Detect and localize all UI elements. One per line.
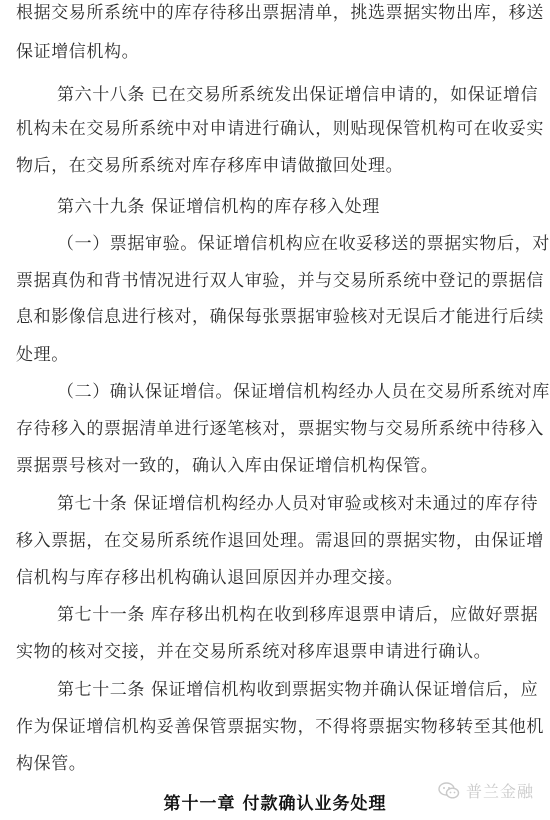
text-line: 息和影像信息进行核对，确保每张票据审验核对无误后才能进行后续 bbox=[16, 307, 544, 327]
text-line: 第七十一条 库存移出机构在收到移库退票申请后，应做好票据 bbox=[57, 605, 539, 625]
text-line: 机构未在交易所系统中对申请进行确认，则贴现保管机构可在收妥实 bbox=[16, 119, 544, 139]
watermark-text: 普兰金融 bbox=[465, 782, 534, 801]
wechat-icon bbox=[438, 782, 460, 800]
text-line: 作为保证增信机构妥善保管票据实物，不得将票据实物移转至其他机 bbox=[16, 717, 544, 737]
text-line: 第七十条 保证增信机构经办人员对审验或核对未通过的库存待 bbox=[57, 494, 539, 514]
text-line: 信机构与库存移出机构确认退回原因并办理交接。 bbox=[16, 568, 404, 588]
text-line: （二）确认保证增信。保证增信机构经办人员在交易所系统对库 bbox=[57, 382, 550, 402]
watermark bbox=[438, 779, 534, 802]
text-line: 根据交易所系统中的库存待移出票据清单，挑选票据实物出库，移送 bbox=[16, 3, 544, 23]
text-line: 实物的核对交接，并在交易所系统对移库退票申请进行确认。 bbox=[16, 642, 492, 662]
text-line: （一）票据审验。保证增信机构应在收妥移送的票据实物后，对 bbox=[57, 234, 550, 254]
text-line: 保证增信机构。 bbox=[16, 42, 140, 62]
text-line: 第六十八条 已在交易所系统发出保证增信申请的，如保证增信 bbox=[57, 85, 539, 105]
text-line: 第六十九条 保证增信机构的库存移入处理 bbox=[57, 197, 380, 217]
text-line: 存待移入的票据清单进行逐笔核对，票据实物与交易所系统中待移入 bbox=[16, 419, 544, 439]
text-line: 票据票号核对一致的，确认入库由保证增信机构保管。 bbox=[16, 456, 439, 476]
chapter-heading: 第十一章 付款确认业务处理 bbox=[163, 794, 387, 814]
text-line: 物后，在交易所系统对库存移库申请做撤回处理。 bbox=[16, 156, 404, 176]
text-line: 构保管。 bbox=[16, 754, 87, 774]
text-line: 处理。 bbox=[16, 345, 69, 365]
text-line: 移入票据，在交易所系统作退回处理。需退回的票据实物，由保证增 bbox=[16, 531, 544, 551]
text-line: 第七十二条 保证增信机构收到票据实物并确认保证增信后，应 bbox=[57, 680, 539, 700]
text-line: 票据真伪和背书情况进行双人审验，并与交易所系统中登记的票据信 bbox=[16, 271, 544, 291]
